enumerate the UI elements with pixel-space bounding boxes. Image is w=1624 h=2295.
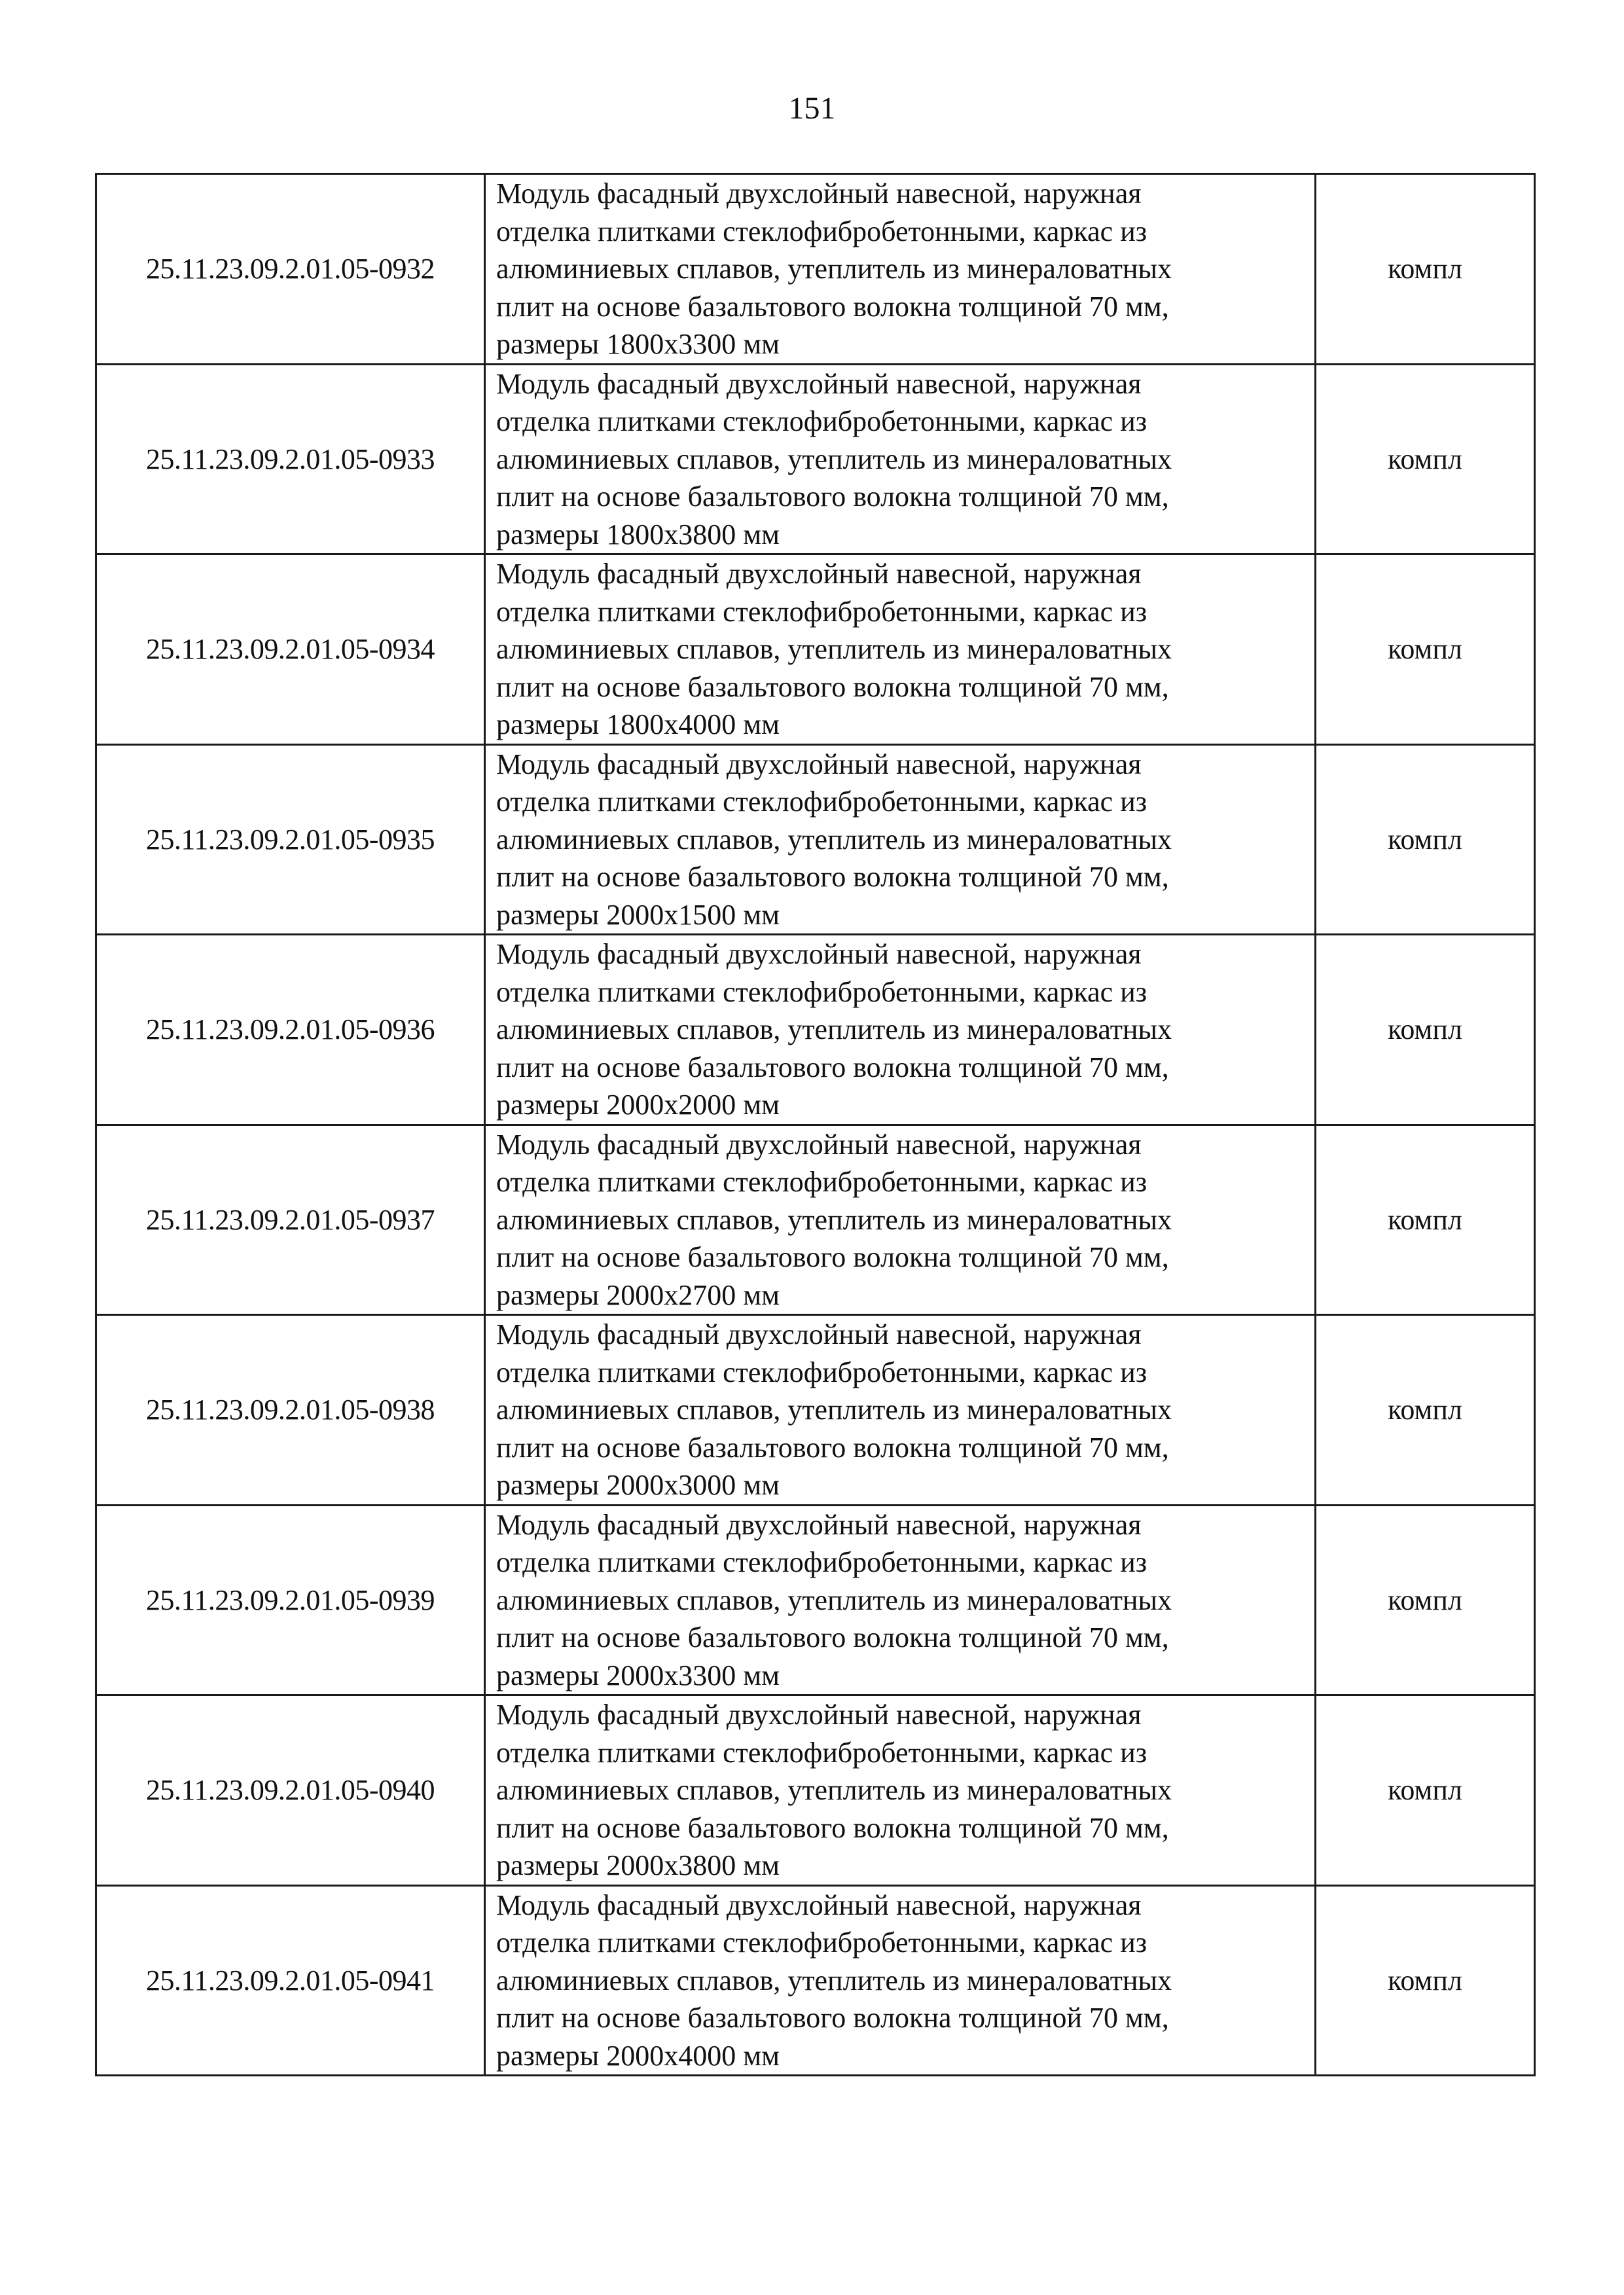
resource-description-cell: Модуль фасадный двухслойный навесной, наружная отделка плитками стеклофибробетонными, каркас из алюминиевых сплавов, утеплитель из минераловатных плит на основе базальтового волокна толщиной 70 мм, размеры 1800х4000 мм (485, 554, 1316, 745)
unit-cell: компл (1316, 935, 1535, 1125)
resource-code-cell: 25.11.23.09.2.01.05-0933 (96, 364, 485, 554)
table-row (96, 935, 1535, 1125)
resource-code-cell: 25.11.23.09.2.01.05-0934 (96, 554, 485, 745)
page-number: 151 (788, 91, 836, 126)
unit-cell: компл (1316, 1695, 1535, 1886)
resource-description-cell: Модуль фасадный двухслойный навесной, наружная отделка плитками стеклофибробетонными, каркас из алюминиевых сплавов, утеплитель из минераловатных плит на основе базальтового волокна толщиной 70 мм, размеры 1800х3300 мм (485, 174, 1316, 365)
resource-description-cell: Модуль фасадный двухслойный навесной, наружная отделка плитками стеклофибробетонными, каркас из алюминиевых сплавов, утеплитель из минераловатных плит на основе базальтового волокна толщиной 70 мм, размеры 2000х3000 мм (485, 1315, 1316, 1506)
unit-cell: компл (1316, 1125, 1535, 1315)
unit-cell: компл (1316, 744, 1535, 935)
resource-description-cell: Модуль фасадный двухслойный навесной, наружная отделка плитками стеклофибробетонными, каркас из алюминиевых сплавов, утеплитель из минераловатных плит на основе базальтового волокна толщиной 70 мм, размеры 2000х4000 мм (485, 1885, 1316, 2076)
resource-description-cell: Модуль фасадный двухслойный навесной, наружная отделка плитками стеклофибробетонными, каркас из алюминиевых сплавов, утеплитель из минераловатных плит на основе базальтового волокна толщиной 70 мм, размеры 2000х2700 мм (485, 1125, 1316, 1315)
table-row (96, 554, 1535, 745)
table-row (96, 1695, 1535, 1886)
resource-description-cell: Модуль фасадный двухслойный навесной, наружная отделка плитками стеклофибробетонными, каркас из алюминиевых сплавов, утеплитель из минераловатных плит на основе базальтового волокна толщиной 70 мм, размеры 2000х1500 мм (485, 744, 1316, 935)
resource-description-cell: Модуль фасадный двухслойный навесной, наружная отделка плитками стеклофибробетонными, каркас из алюминиевых сплавов, утеплитель из минераловатных плит на основе базальтового волокна толщиной 70 мм, размеры 1800х3800 мм (485, 364, 1316, 554)
table-row (96, 174, 1535, 365)
unit-cell: компл (1316, 1505, 1535, 1695)
table-row (96, 1315, 1535, 1506)
table-row (96, 1505, 1535, 1695)
resource-code-cell: 25.11.23.09.2.01.05-0936 (96, 935, 485, 1125)
resource-description-cell: Модуль фасадный двухслойный навесной, наружная отделка плитками стеклофибробетонными, каркас из алюминиевых сплавов, утеплитель из минераловатных плит на основе базальтового волокна толщиной 70 мм, размеры 2000х2000 мм (485, 935, 1316, 1125)
resource-description-cell: Модуль фасадный двухслойный навесной, наружная отделка плитками стеклофибробетонными, каркас из алюминиевых сплавов, утеплитель из минераловатных плит на основе базальтового волокна толщиной 70 мм, размеры 2000х3300 мм (485, 1505, 1316, 1695)
table-row (96, 1125, 1535, 1315)
unit-cell: компл (1316, 1885, 1535, 2076)
table-row (96, 1885, 1535, 2076)
resource-code-cell: 25.11.23.09.2.01.05-0938 (96, 1315, 485, 1506)
resource-code-cell: 25.11.23.09.2.01.05-0937 (96, 1125, 485, 1315)
materials-table (95, 173, 1536, 2076)
unit-cell: компл (1316, 364, 1535, 554)
resource-code-cell: 25.11.23.09.2.01.05-0935 (96, 744, 485, 935)
unit-cell: компл (1316, 174, 1535, 365)
table-row (96, 364, 1535, 554)
unit-cell: компл (1316, 1315, 1535, 1506)
resource-code-cell: 25.11.23.09.2.01.05-0940 (96, 1695, 485, 1886)
unit-cell: компл (1316, 554, 1535, 745)
resource-description-cell: Модуль фасадный двухслойный навесной, наружная отделка плитками стеклофибробетонными, каркас из алюминиевых сплавов, утеплитель из минераловатных плит на основе базальтового волокна толщиной 70 мм, размеры 2000х3800 мм (485, 1695, 1316, 1886)
resource-code-cell: 25.11.23.09.2.01.05-0939 (96, 1505, 485, 1695)
resource-code-cell: 25.11.23.09.2.01.05-0932 (96, 174, 485, 365)
table-row (96, 744, 1535, 935)
resource-code-cell: 25.11.23.09.2.01.05-0941 (96, 1885, 485, 2076)
